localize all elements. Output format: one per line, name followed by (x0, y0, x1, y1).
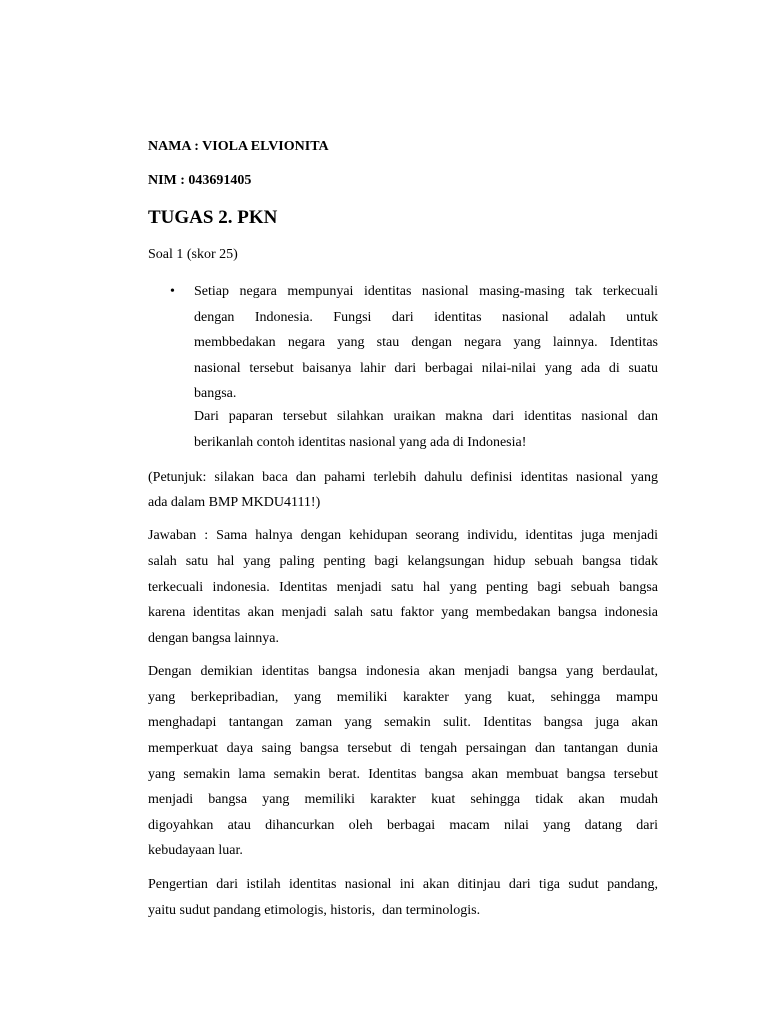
paragraph2-line: memperkuat daya saing bangsa tersebut di tengah persaingan dan tantangan dunia (148, 741, 658, 756)
jawaban-line: salah satu hal yang paling penting bagi kelangsungan hidup sebuah bangsa tidak (148, 554, 658, 569)
soal-line: berikanlah contoh identitas nasional yang ada di Indonesia! (194, 435, 527, 450)
soal-line: Setiap negara mempunyai identitas nasional masing-masing tak terkecuali (194, 284, 658, 299)
student-nim: NIM : 043691405 (148, 173, 252, 188)
petunjuk-line: ada dalam BMP MKDU4111!) (148, 495, 321, 510)
bullet-icon: • (170, 284, 175, 299)
paragraph2-line: menghadapi tantangan zaman yang semakin sulit. Identitas bangsa juga akan (148, 715, 658, 730)
jawaban-line: dengan bangsa lainnya. (148, 631, 280, 646)
soal-line: dengan Indonesia. Fungsi dari identitas nasional adalah untuk (194, 310, 658, 325)
page-title: TUGAS 2. PKN (148, 207, 278, 228)
paragraph2-line: Dengan demikian identitas bangsa indonesia akan menjadi bangsa yang berdaulat, (148, 664, 658, 679)
paragraph2-line: menjadi bangsa yang memiliki karakter kuat sehingga tidak akan mudah (148, 792, 658, 807)
soal-line: bangsa. (194, 386, 237, 401)
jawaban-line: terkecuali indonesia. Identitas menjadi satu hal yang penting bagi sebuah bangsa (148, 580, 658, 595)
soal-line: Dari paparan tersebut silahkan uraikan makna dari identitas nasional dan (194, 409, 658, 424)
paragraph2-line: yang berkepribadian, yang memiliki karakter yang kuat, sehingga mampu (148, 690, 658, 705)
paragraph2-line: digoyahkan atau dihancurkan oleh berbagai macam nilai yang datang dari (148, 818, 658, 833)
soal-line: nasional tersebut baisanya lahir dari berbagai nilai-nilai yang ada di suatu (194, 361, 658, 376)
paragraph3-line: yaitu sudut pandang etimologis, historis, dan terminologis. (148, 903, 481, 918)
petunjuk-line: (Petunjuk: silakan baca dan pahami terlebih dahulu definisi identitas nasional yang (148, 470, 658, 485)
soal-line: membbedakan negara yang stau dengan negara yang lainnya. Identitas (194, 335, 658, 350)
soal-label: Soal 1 (skor 25) (148, 247, 238, 262)
jawaban-line: karena identitas akan menjadi salah satu faktor yang membedakan bangsa indonesia (148, 605, 658, 620)
student-name: NAMA : VIOLA ELVIONITA (148, 139, 329, 154)
paragraph2-line: kebudayaan luar. (148, 843, 243, 858)
paragraph2-line: yang semakin lama semakin berat. Identitas bangsa akan membuat bangsa tersebut (148, 767, 658, 782)
jawaban-line: Jawaban : Sama halnya dengan kehidupan seorang individu, identitas juga menjadi (148, 528, 658, 543)
paragraph3-line: Pengertian dari istilah identitas nasional ini akan ditinjau dari tiga sudut pandang, (148, 877, 658, 892)
